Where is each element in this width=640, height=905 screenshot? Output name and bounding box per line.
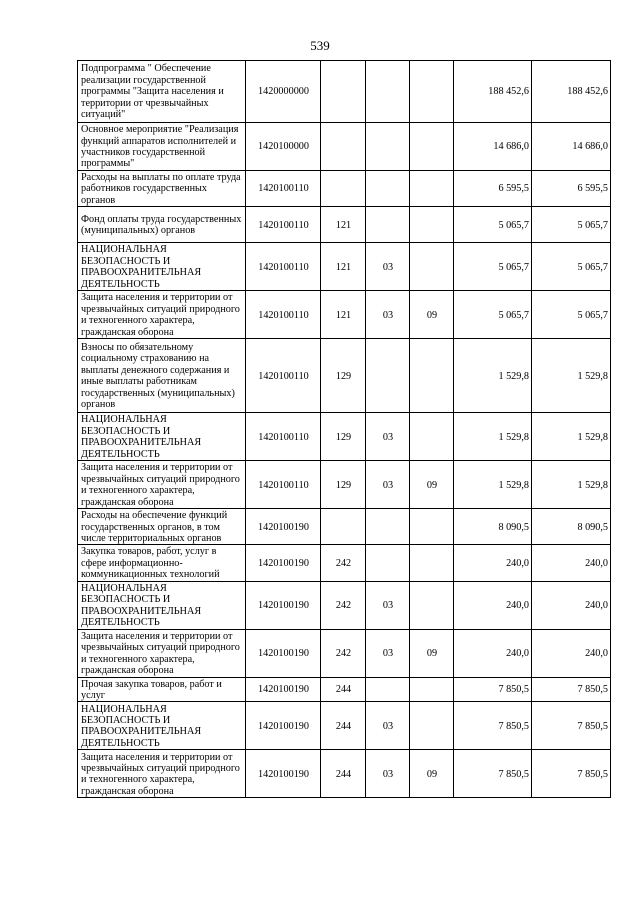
table-row — [78, 339, 611, 413]
target-code-cell: 1420100110 — [246, 461, 321, 509]
row-name-cell: Взносы по обязательному социальному страхованию на выплаты денежного содержания и иные выплаты работникам государственных (муниципальных) органов — [78, 339, 246, 413]
row-name-cell: Подпрограмма " Обеспечение реализации государственной программы "Защита населения и территории от чрезвычайных ситуаций" — [78, 61, 246, 123]
amount-first-cell: 6 595,5 — [454, 171, 532, 207]
target-code-cell: 1420100000 — [246, 123, 321, 171]
expense-type-cell — [321, 171, 366, 207]
row-name-cell: Защита населения и территории от чрезвычайных ситуаций природного и техногенного характера, гражданская оборона — [78, 750, 246, 798]
amount-first-cell: 240,0 — [454, 545, 532, 581]
expense-type-cell: 244 — [321, 750, 366, 798]
table-row — [78, 629, 611, 677]
amount-first-cell: 240,0 — [454, 629, 532, 677]
amount-first-cell: 8 090,5 — [454, 509, 532, 545]
row-name-cell: Прочая закупка товаров, работ и услуг — [78, 677, 246, 702]
row-name-cell: Основное мероприятие "Реализация функций аппаратов исполнителей и участников государственной программы" — [78, 123, 246, 171]
expense-type-cell: 121 — [321, 207, 366, 243]
row-name-cell: НАЦИОНАЛЬНАЯ БЕЗОПАСНОСТЬ И ПРАВООХРАНИТЕЛЬНАЯ ДЕЯТЕЛЬНОСТЬ — [78, 581, 246, 629]
amount-first-cell: 7 850,5 — [454, 750, 532, 798]
amount-first-cell: 5 065,7 — [454, 291, 532, 339]
target-code-cell: 1420100190 — [246, 677, 321, 702]
row-name-cell: Фонд оплаты труда государственных (муниципальных) органов — [78, 207, 246, 243]
page-number: 539 — [310, 38, 330, 53]
amount-second-cell: 1 529,8 — [532, 461, 611, 509]
table-row — [78, 702, 611, 750]
target-code-cell: 1420100190 — [246, 509, 321, 545]
section-cell: 03 — [366, 291, 410, 339]
expense-type-cell: 242 — [321, 581, 366, 629]
expense-type-cell: 129 — [321, 413, 366, 461]
table-row — [78, 413, 611, 461]
table-row — [78, 123, 611, 171]
subsection-cell — [410, 207, 454, 243]
amount-first-cell: 1 529,8 — [454, 461, 532, 509]
amount-second-cell: 14 686,0 — [532, 123, 611, 171]
row-name-cell: Расходы на обеспечение функций государственных органов, в том числе территориальных органов — [78, 509, 246, 545]
subsection-cell — [410, 61, 454, 123]
row-name-cell: НАЦИОНАЛЬНАЯ БЕЗОПАСНОСТЬ И ПРАВООХРАНИТЕЛЬНАЯ ДЕЯТЕЛЬНОСТЬ — [78, 243, 246, 291]
target-code-cell: 1420100110 — [246, 207, 321, 243]
amount-first-cell: 7 850,5 — [454, 702, 532, 750]
expense-type-cell — [321, 123, 366, 171]
row-name-cell: Защита населения и территории от чрезвычайных ситуаций природного и техногенного характера, гражданская оборона — [78, 629, 246, 677]
amount-second-cell: 1 529,8 — [532, 413, 611, 461]
amount-second-cell: 7 850,5 — [532, 677, 611, 702]
amount-second-cell: 240,0 — [532, 629, 611, 677]
section-cell — [366, 123, 410, 171]
table-row — [78, 61, 611, 123]
row-name-cell: Закупка товаров, работ, услуг в сфере информационно-коммуникационных технологий — [78, 545, 246, 581]
amount-first-cell: 1 529,8 — [454, 413, 532, 461]
section-cell — [366, 677, 410, 702]
subsection-cell — [410, 243, 454, 291]
amount-second-cell: 7 850,5 — [532, 702, 611, 750]
amount-second-cell: 240,0 — [532, 581, 611, 629]
section-cell — [366, 339, 410, 413]
amount-first-cell: 1 529,8 — [454, 339, 532, 413]
amount-first-cell: 5 065,7 — [454, 243, 532, 291]
section-cell: 03 — [366, 461, 410, 509]
row-name-cell: Защита населения и территории от чрезвычайных ситуаций природного и техногенного характера, гражданская оборона — [78, 461, 246, 509]
subsection-cell: 09 — [410, 291, 454, 339]
subsection-cell: 09 — [410, 750, 454, 798]
row-name-cell: Расходы на выплаты по оплате труда работников государственных органов — [78, 171, 246, 207]
expense-type-cell: 244 — [321, 677, 366, 702]
table-row — [78, 509, 611, 545]
amount-second-cell: 240,0 — [532, 545, 611, 581]
expense-type-cell — [321, 61, 366, 123]
table-row — [78, 581, 611, 629]
table-row — [78, 171, 611, 207]
section-cell: 03 — [366, 243, 410, 291]
section-cell: 03 — [366, 413, 410, 461]
table-row — [78, 207, 611, 243]
expense-type-cell: 244 — [321, 702, 366, 750]
subsection-cell — [410, 413, 454, 461]
subsection-cell: 09 — [410, 629, 454, 677]
target-code-cell: 1420100190 — [246, 581, 321, 629]
amount-first-cell: 5 065,7 — [454, 207, 532, 243]
section-cell — [366, 207, 410, 243]
target-code-cell: 1420100190 — [246, 629, 321, 677]
target-code-cell: 1420100190 — [246, 702, 321, 750]
amount-second-cell: 5 065,7 — [532, 207, 611, 243]
amount-first-cell: 14 686,0 — [454, 123, 532, 171]
expense-type-cell: 129 — [321, 461, 366, 509]
amount-second-cell: 188 452,6 — [532, 61, 611, 123]
expense-type-cell: 129 — [321, 339, 366, 413]
table-row — [78, 291, 611, 339]
subsection-cell — [410, 581, 454, 629]
expense-type-cell: 242 — [321, 545, 366, 581]
target-code-cell: 1420000000 — [246, 61, 321, 123]
amount-second-cell: 7 850,5 — [532, 750, 611, 798]
expense-type-cell: 121 — [321, 291, 366, 339]
table-row — [78, 243, 611, 291]
row-name-cell: НАЦИОНАЛЬНАЯ БЕЗОПАСНОСТЬ И ПРАВООХРАНИТЕЛЬНАЯ ДЕЯТЕЛЬНОСТЬ — [78, 413, 246, 461]
expense-type-cell — [321, 509, 366, 545]
target-code-cell: 1420100110 — [246, 171, 321, 207]
subsection-cell — [410, 545, 454, 581]
subsection-cell — [410, 509, 454, 545]
amount-second-cell: 5 065,7 — [532, 291, 611, 339]
table-row — [78, 461, 611, 509]
amount-first-cell: 240,0 — [454, 581, 532, 629]
row-name-cell: НАЦИОНАЛЬНАЯ БЕЗОПАСНОСТЬ И ПРАВООХРАНИТЕЛЬНАЯ ДЕЯТЕЛЬНОСТЬ — [78, 702, 246, 750]
subsection-cell — [410, 702, 454, 750]
amount-second-cell: 5 065,7 — [532, 243, 611, 291]
row-name-cell: Защита населения и территории от чрезвычайных ситуаций природного и техногенного характера, гражданская оборона — [78, 291, 246, 339]
section-cell — [366, 61, 410, 123]
target-code-cell: 1420100110 — [246, 243, 321, 291]
subsection-cell — [410, 123, 454, 171]
section-cell: 03 — [366, 629, 410, 677]
amount-second-cell: 1 529,8 — [532, 339, 611, 413]
expense-type-cell: 121 — [321, 243, 366, 291]
amount-second-cell: 8 090,5 — [532, 509, 611, 545]
subsection-cell — [410, 339, 454, 413]
section-cell — [366, 509, 410, 545]
amount-first-cell: 188 452,6 — [454, 61, 532, 123]
target-code-cell: 1420100110 — [246, 291, 321, 339]
budget-table — [77, 60, 611, 798]
target-code-cell: 1420100190 — [246, 545, 321, 581]
section-cell: 03 — [366, 750, 410, 798]
table-row — [78, 545, 611, 581]
table-row — [78, 750, 611, 798]
table-row — [78, 677, 611, 702]
section-cell: 03 — [366, 702, 410, 750]
section-cell — [366, 171, 410, 207]
amount-first-cell: 7 850,5 — [454, 677, 532, 702]
subsection-cell: 09 — [410, 461, 454, 509]
target-code-cell: 1420100110 — [246, 339, 321, 413]
expense-type-cell: 242 — [321, 629, 366, 677]
section-cell — [366, 545, 410, 581]
amount-second-cell: 6 595,5 — [532, 171, 611, 207]
subsection-cell — [410, 677, 454, 702]
target-code-cell: 1420100190 — [246, 750, 321, 798]
target-code-cell: 1420100110 — [246, 413, 321, 461]
subsection-cell — [410, 171, 454, 207]
section-cell: 03 — [366, 581, 410, 629]
